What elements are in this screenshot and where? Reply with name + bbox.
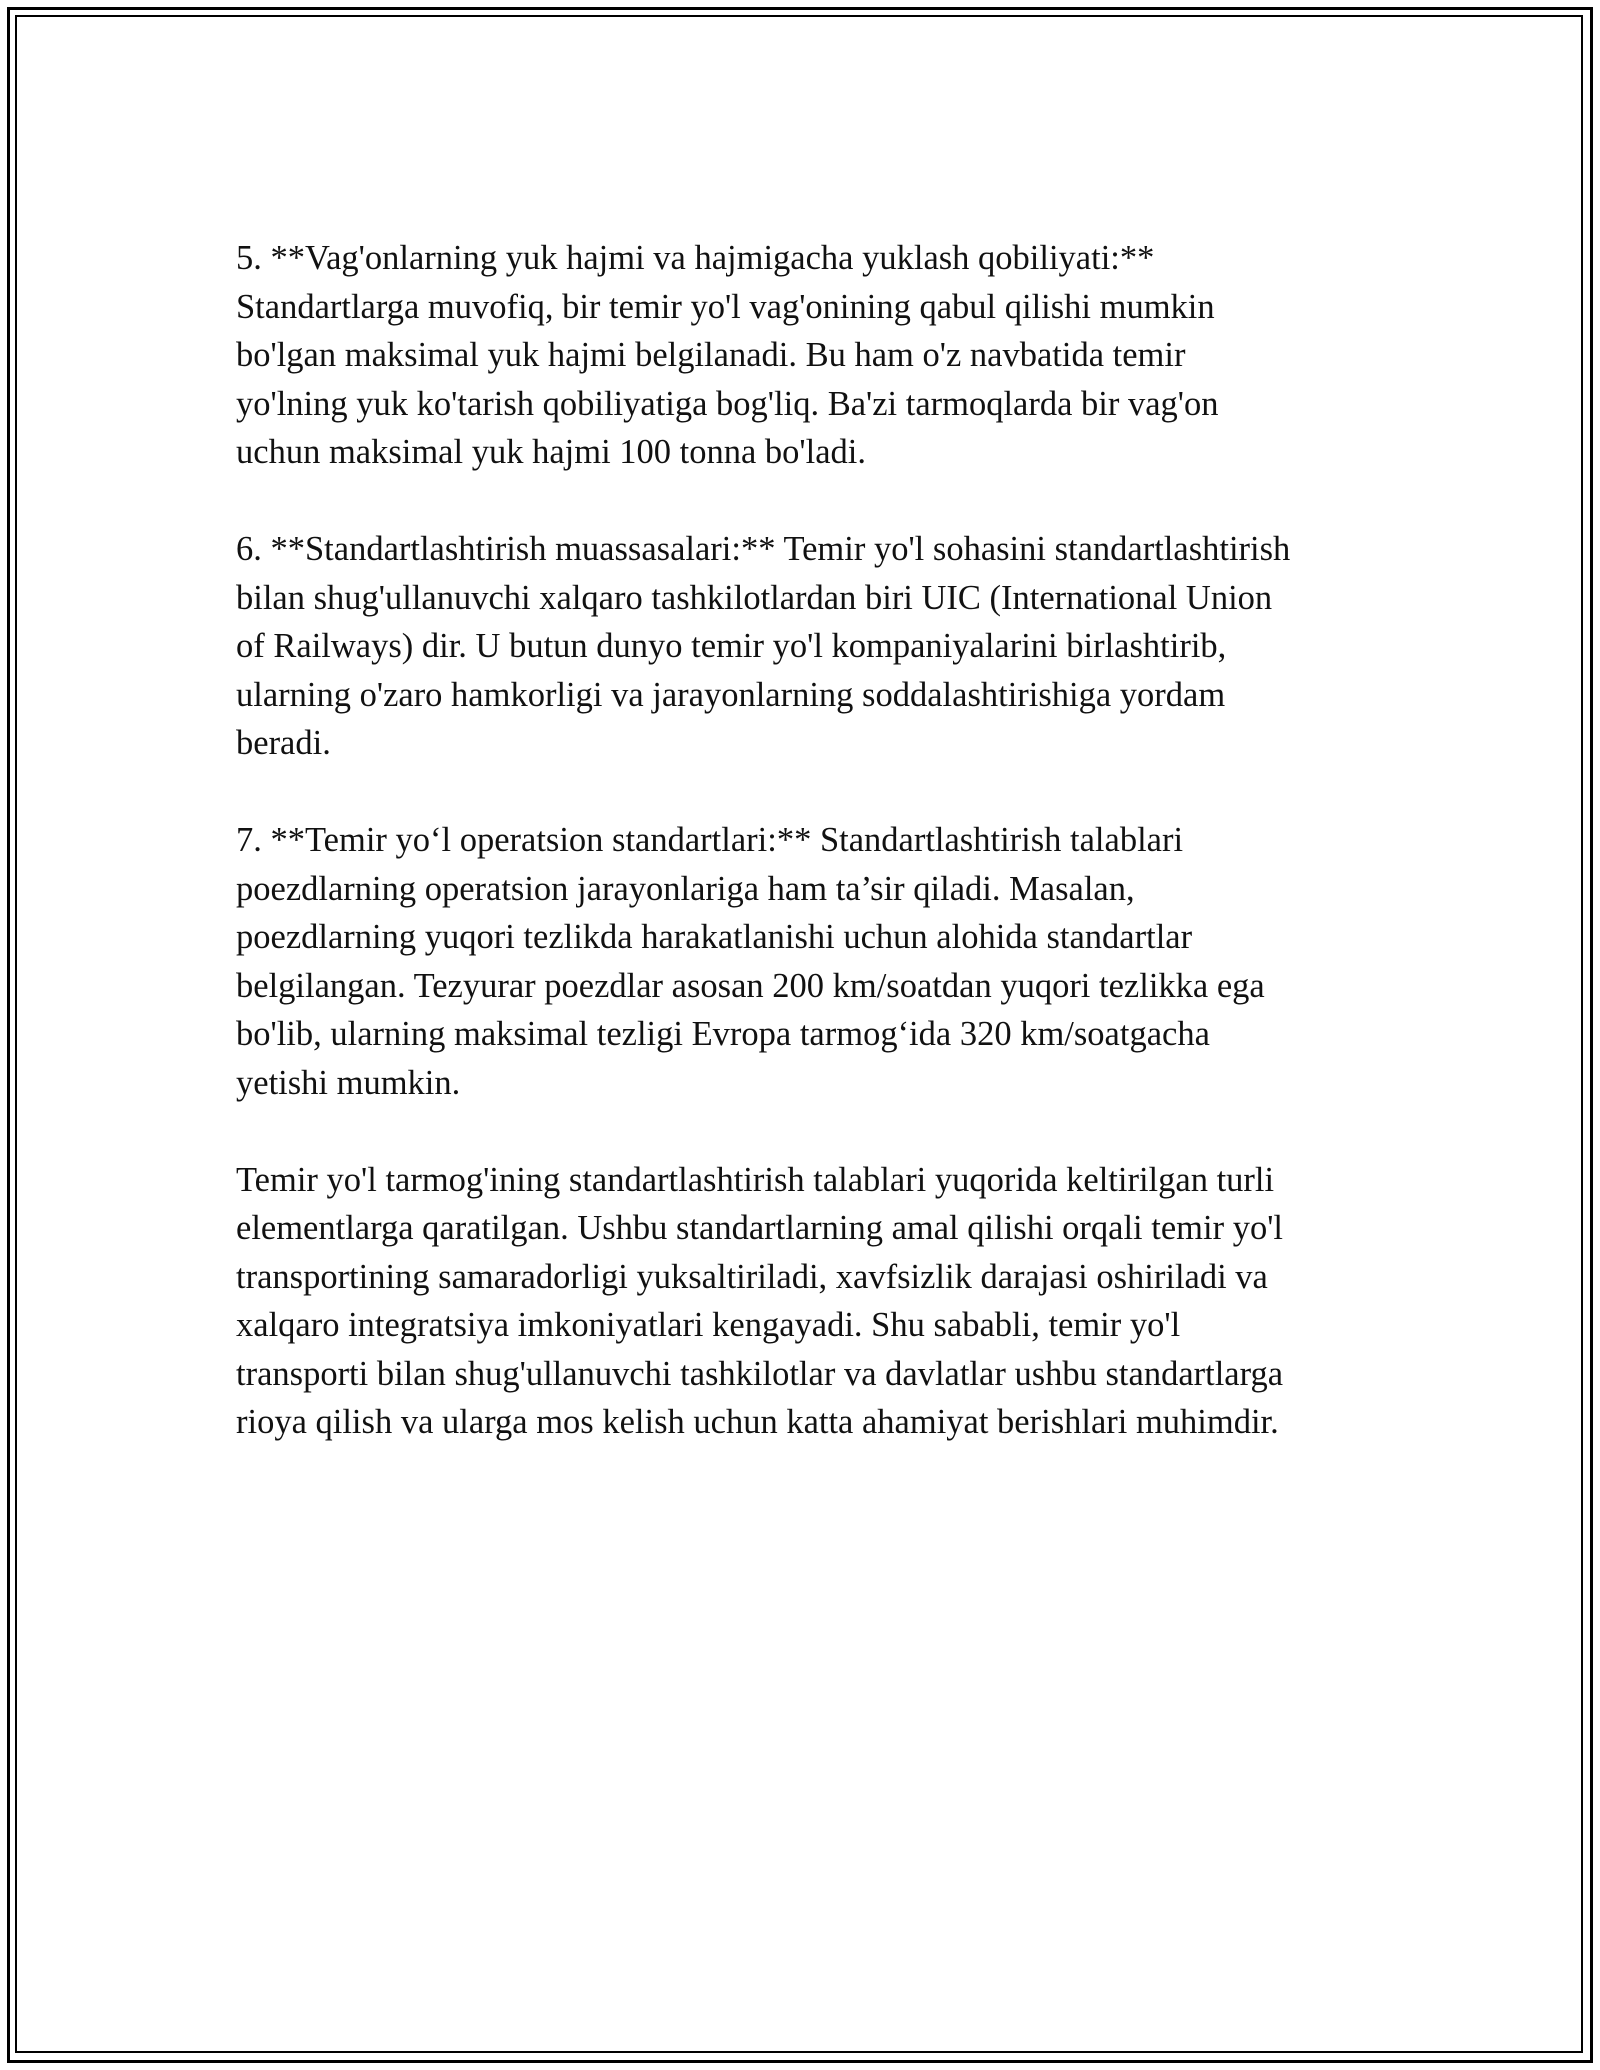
paragraph-item-7-operational-standards: 7. **Temir yo‘l operatsion standartlari:** Standartlashtirish talablari poezdlarning operatsion jarayonlariga ham ta’sir qiladi. Masalan, poezdlarning yuqori tezlikda harakatlanishi uchun alohida standartlar belgilangan. Tezyurar poezdlar asosan 200 km/soatdan yuqori tezlikka ega bo'lib, ularning maksimal tezligi Evropa tarmog‘ida 320 km/soatgacha yetishi mumkin.: [236, 821, 1265, 1102]
paragraph-item-5-wagon-load-capacity: 5. **Vag'onlarning yuk hajmi va hajmigacha yuklash qobiliyati:** Standartlarga muvofiq, bir temir yo'l vag'onining qabul qilishi mumkin bo'lgan maksimal yuk hajmi belgilanadi. Bu ham o'z navbatida temir yo'lning yuk ko'tarish qobiliyatiga bog'liq. Ba'zi tarmoqlarda bir vag'on uchun maksimal yuk hajmi 100 tonna bo'ladi.: [236, 239, 1219, 471]
paragraph-conclusion: Temir yo'l tarmog'ining standartlashtirish talablari yuqorida keltirilgan turli elementlarga qaratilgan. Ushbu standartlarning amal qilishi orqali temir yo'l transportining samaradorligi yuksaltiriladi, xavfsizlik darajasi oshiriladi va xalqaro integratsiya imkoniyatlari kengayadi. Shu sababli, temir yo'l transporti bilan shug'ullanuvchi tashkilotlar va davlatlar ushbu standartlarga rioya qilish va ularga mos kelish uchun katta ahamiyat berishlari muhimdir.: [236, 1160, 1284, 1441]
paragraph-item-6-standardization-institutions: 6. **Standartlashtirish muassasalari:** Temir yo'l sohasini standartlashtirish bilan shug'ullanuvchi xalqaro tashkilotlardan biri UIC (International Union of Railways) dir. U butun dunyo temir yo'l kompaniyalarini birlashtirib, ularning o'zaro hamkorligi va jarayonlarning soddalashtirishiga yordam beradi.: [236, 530, 1291, 762]
document-body: [236, 234, 1396, 1495]
